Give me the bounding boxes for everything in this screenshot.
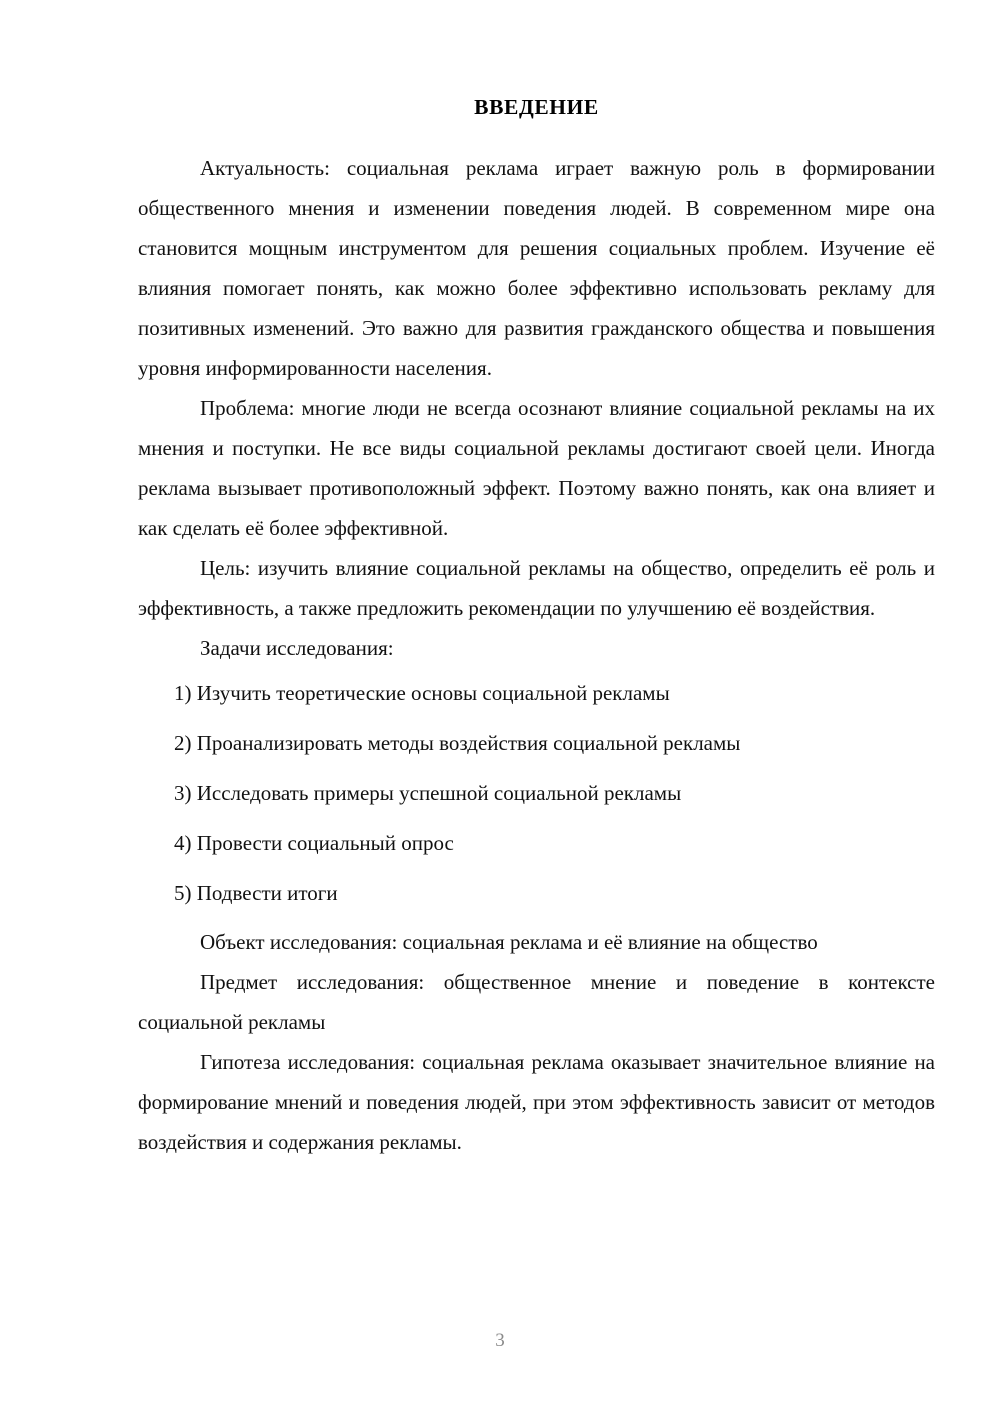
paragraph-object: Объект исследования: социальная реклама и её влияние на общество [200, 929, 818, 954]
page-number: 3 [495, 1330, 505, 1351]
list-item: 1) Изучить теоретические основы социальной рекламы [174, 680, 670, 705]
page-content [138, 0, 935, 1162]
paragraph-problem: Проблема: многие люди не всегда осознают влияние социальной рекламы на их мнения и поступки. Не все виды социальной рекламы достигают своей цели. Иногда реклама вызывает противоположный эффект. Поэтому важно понять, как она влияет и как сделать её более эффективной. [138, 395, 935, 540]
paragraph-hypothesis: Гипотеза исследования: социальная реклама оказывает значительное влияние на формирование мнений и поведения людей, при этом эффективность зависит от методов воздействия и содержания рекламы. [138, 1049, 935, 1154]
tasks-list [138, 668, 935, 918]
title-spacer [138, 119, 935, 129]
list-item: 2) Проанализировать методы воздействия социальной рекламы [174, 730, 741, 755]
list-item: 3) Исследовать примеры успешной социальной рекламы [174, 780, 682, 805]
list-item: 4) Провести социальный опрос [174, 830, 454, 855]
paragraph-goal: Цель: изучить влияние социальной рекламы на общество, определить её роль и эффективность, а также предложить рекомендации по улучшению её воздействия. [138, 555, 935, 620]
paragraph-relevance: Актуальность: социальная реклама играет важную роль в формировании общественного мнения и изменении поведения людей. В современном мире она становится мощным инструментом для решения социальных проблем. Изучение её влияния помогает понять, как можно более эффективно использовать рекламу для позитивных изменений. Это важно для развития гражданского общества и повышения уровня информированности населения. [138, 155, 935, 380]
tasks-heading: Задачи исследования: [200, 635, 394, 660]
paragraph-subject: Предмет исследования: общественное мнение и поведение в контексте социальной рекламы [138, 969, 935, 1034]
list-item: 5) Подвести итоги [174, 880, 338, 905]
page-title: ВВЕДЕНИЕ [474, 95, 599, 119]
